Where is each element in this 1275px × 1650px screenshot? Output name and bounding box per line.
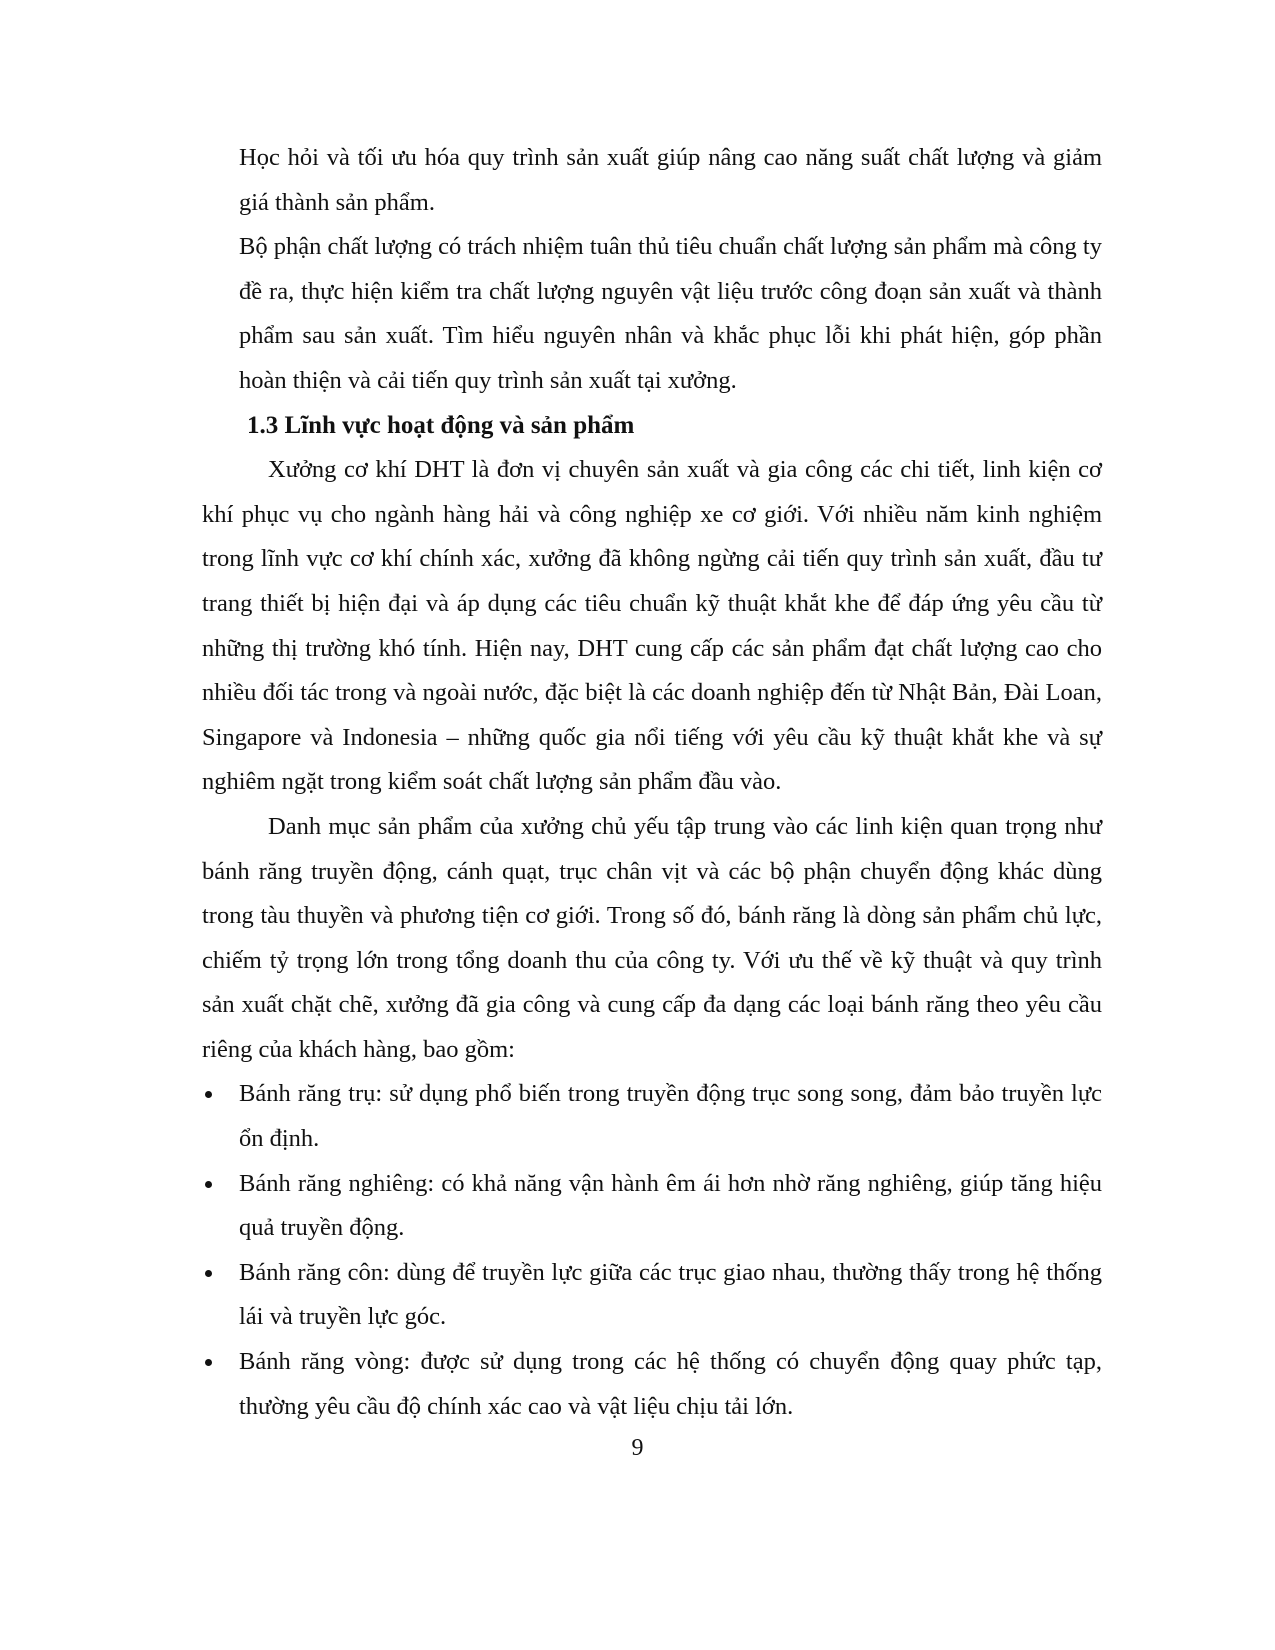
bullet-icon <box>205 1359 212 1366</box>
gear-types-list <box>202 1072 1102 1429</box>
page-number: 9 <box>631 1435 644 1461</box>
page-content <box>202 136 1102 1429</box>
list-item <box>202 1162 1102 1251</box>
list-item <box>202 1072 1102 1161</box>
list-item-text: Bánh răng côn: dùng để truyền lực giữa các trục giao nhau, thường thấy trong hệ thống lái và truyền lực góc. <box>239 1258 1102 1331</box>
list-item-text: Bánh răng vòng: được sử dụng trong các hệ thống có chuyển động quay phức tạp, thường yêu cầu độ chính xác cao và vật liệu chịu tải lớn. <box>239 1348 1102 1420</box>
paragraph-product-catalog: Danh mục sản phẩm của xưởng chủ yếu tập trung vào các linh kiện quan trọng như bánh răng truyền động, cánh quạt, trục chân vịt và các bộ phận chuyển động khác dùng trong tàu thuyền và phương tiện cơ giới. Trong số đó, bánh răng là dòng sản phẩm chủ lực, chiếm tỷ trọng lớn trong tổng doanh thu của công ty. Với ưu thế về kỹ thuật và quy trình sản xuất chặt chẽ, xưởng đã gia công và cung cấp đa dạng các loại bánh răng theo yêu cầu riêng của khách hàng, bao gồm: <box>202 812 1102 1063</box>
bullet-icon <box>205 1091 212 1098</box>
bullet-icon <box>205 1270 212 1277</box>
bullet-icon <box>205 1181 212 1188</box>
list-item-text: Bánh răng nghiêng: có khả năng vận hành êm ái hơn nhờ răng nghiêng, giúp tăng hiệu quả truyền động. <box>239 1169 1102 1242</box>
paragraph-production-optimization: Học hỏi và tối ưu hóa quy trình sản xuất giúp nâng cao năng suất chất lượng và giảm giá thành sản phẩm. <box>239 144 1102 216</box>
section-heading: 1.3 Lĩnh vực hoạt động và sản phẩm <box>247 411 635 439</box>
paragraph-quality-department: Bộ phận chất lượng có trách nhiệm tuân thủ tiêu chuẩn chất lượng sản phẩm mà công ty đề ra, thực hiện kiểm tra chất lượng nguyên vật liệu trước công đoạn sản xuất và thành phẩm sau sản xuất. Tìm hiểu nguyên nhân và khắc phục lỗi khi phát hiện, góp phần hoàn thiện và cải tiến quy trình sản xuất tại xưởng. <box>239 233 1102 394</box>
list-item <box>202 1340 1102 1429</box>
list-item <box>202 1251 1102 1340</box>
list-item-text: Bánh răng trụ: sử dụng phổ biến trong truyền động trục song song, đảm bảo truyền lực ổn định. <box>239 1080 1102 1153</box>
paragraph-workshop-intro: Xưởng cơ khí DHT là đơn vị chuyên sản xuất và gia công các chi tiết, linh kiện cơ khí phục vụ cho ngành hàng hải và công nghiệp xe cơ giới. Với nhiều năm kinh nghiệm trong lĩnh vực cơ khí chính xác, xưởng đã không ngừng cải tiến quy trình sản xuất, đầu tư trang thiết bị hiện đại và áp dụng các tiêu chuẩn kỹ thuật khắt khe để đáp ứng yêu cầu từ những thị trường khó tính. Hiện nay, DHT cung cấp các sản phẩm đạt chất lượng cao cho nhiều đối tác trong và ngoài nước, đặc biệt là các doanh nghiệp đến từ Nhật Bản, Đài Loan, Singapore và Indonesia – những quốc gia nổi tiếng với yêu cầu kỹ thuật khắt khe và sự nghiêm ngặt trong kiểm soát chất lượng sản phẩm đầu vào. <box>202 456 1102 796</box>
